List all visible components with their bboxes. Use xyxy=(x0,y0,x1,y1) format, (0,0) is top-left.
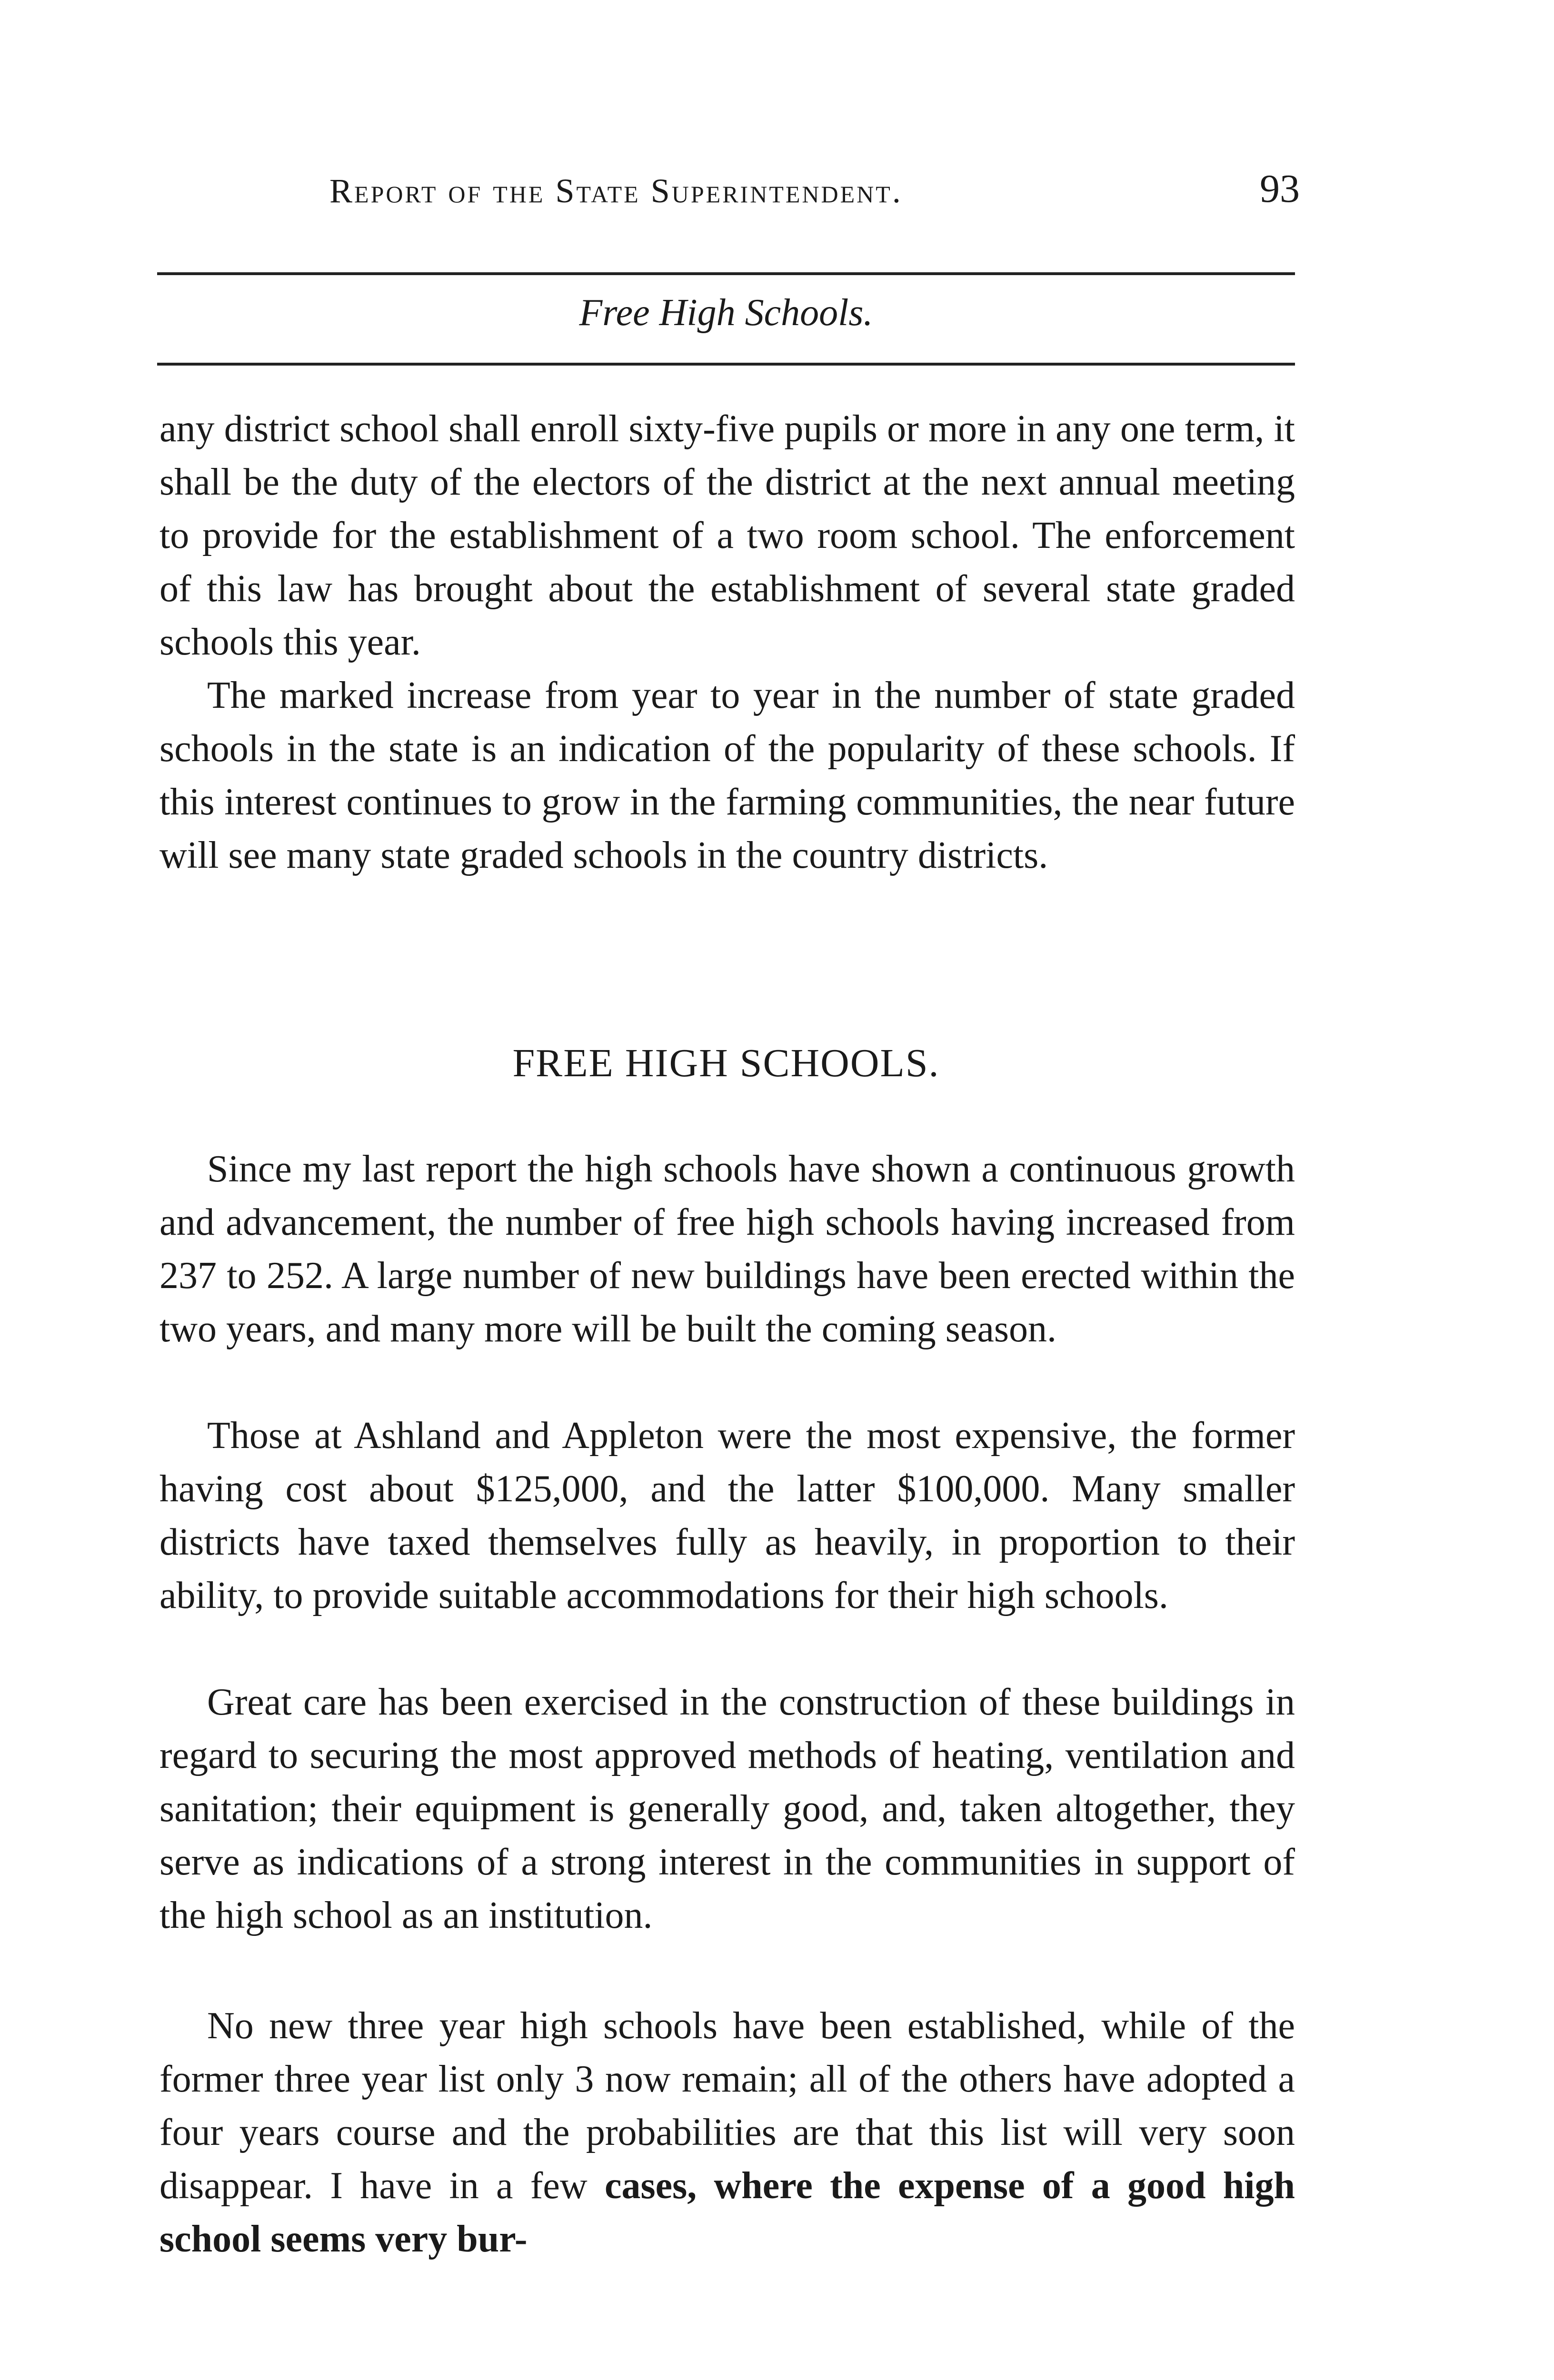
paragraph-three-year xyxy=(159,1999,1295,2266)
paragraph-state-graded: The marked increase from year to year in the number of state graded schools in the state is an indication of the popularity of these schools. If this interest continues to grow in the farming communities, the near future will see many state graded schools in the country districts. xyxy=(159,674,1295,876)
paragraph-costs: Those at Ashland and Appleton were the most expensive, the former having cost about $125,000, and the latter $100,000. Many smaller districts have taxed themselves fully as heavily, in proportion to their ability, to provide suitable accommodations for their high schools. xyxy=(159,1415,1295,1616)
section-heading: Free High Schools. xyxy=(579,292,873,334)
paragraph-continued: any district school shall enroll sixty-five pupils or more in any one term, it shall be the duty of the electors of the district at the next annual meeting to provide for the establishment of a two room school. The enforcement of this law has brought about the establishment of several state graded schools this year. xyxy=(159,408,1295,663)
running-head xyxy=(157,167,1300,228)
paragraph-growth: Since my last report the high schools have shown a continuous growth and advancement, the number of free high schools having increased from 237 to 252. A large number of new buildings have been erected within the two years, and many more will be built the coming season. xyxy=(159,1148,1295,1350)
paragraph-three-year-start: No new three year high schools have been established, while of the former three year list only 3 now remain; all of the others have adopted a four years course and the probabilities are that this list will very soon disappear. I have in a few xyxy=(159,2005,1295,2207)
paragraph-construction: Great care has been exercised in the construction of these buildings in regard to securing the most approved methods of heating, ventilation and sanitation; their equipment is generally good, and, taken altogether, they serve as indications of a strong interest in the communities in support of the high school as an institution. xyxy=(159,1681,1295,1936)
header-rule-top xyxy=(157,272,1295,275)
running-title: Report of the State Superintendent. xyxy=(329,172,903,210)
header-rule-bottom xyxy=(157,363,1295,366)
free-high-schools-title: FREE HIGH SCHOOLS. xyxy=(512,1041,940,1085)
paragraph-three-year-end: cases, where the expense of a good high school seems very bur- xyxy=(159,2165,1295,2260)
page-number: 93 xyxy=(1260,167,1300,211)
